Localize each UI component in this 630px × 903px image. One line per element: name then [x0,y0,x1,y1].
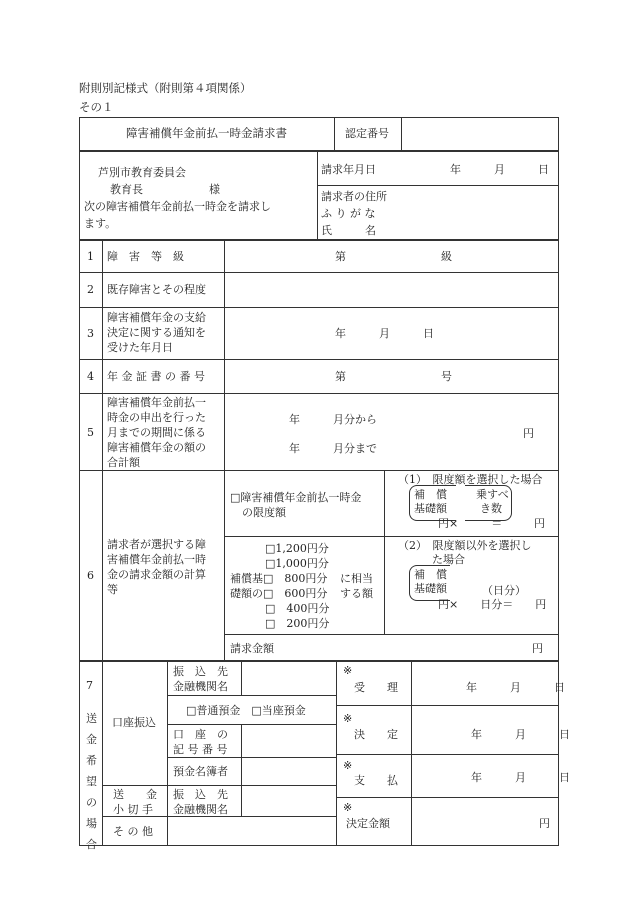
claim-amount-label: 請求金額 [230,642,274,655]
claim-date-label: 請求年月日 [321,163,376,176]
row1-value-prefix: 第 [335,250,346,263]
row1-label: 障 害 等 級 [107,250,184,263]
row3-label-1: 障害補償年金の支給 [107,311,206,324]
decision-date: 年 月 日 [471,728,570,741]
case2-days-label: （日分） [482,584,526,597]
deposit-type-checkboxes[interactable]: □普通預金 □当座預金 [186,704,306,717]
row4-number: 4 [87,370,94,383]
decision-label: 決 定 [354,728,398,741]
case1-base-1: 補 償 [414,488,447,501]
decided-amount-yen: 円 [539,817,550,830]
row5-yen: 円 [523,427,534,440]
case2-base-2: 基礎額 [414,582,447,595]
check-label-1: 送 金 [113,788,157,801]
case2-title-2: た場合 [432,553,465,566]
case2-calc: 円× 日分＝ 円 [438,598,547,611]
side-char-2: 金 [86,733,97,746]
row3-label-2: 決定に関する通知を [107,326,206,339]
row6-number: 6 [87,569,94,582]
cert-number-label: 認定番号 [345,127,389,140]
side-char-7: 合 [86,838,97,851]
case1-title: （1） 限度額を選択した場合 [398,473,543,486]
case1-mult-1: 乗すべ [476,488,509,501]
decision-mark: ※ [343,712,353,725]
account-number-label-1: 口 座 の [173,728,228,741]
claim-amount-yen: 円 [532,642,543,655]
row6-label-2: 害補償年金前払一時 [107,553,206,566]
row4-value-prefix: 第 [335,370,346,383]
amount-option-800[interactable]: 補償基□ 800円分 [230,572,328,585]
row5-number: 5 [87,426,94,439]
amount-option-400[interactable]: □ 400円分 [265,602,330,615]
decided-amount-label: 決定金額 [346,817,390,830]
form-subtitle: その１ [79,100,114,114]
addressee-org: 芦別市教育委員会 [98,166,186,179]
row4-value-suffix: 号 [441,370,452,383]
limit-checkbox-label[interactable]: □障害補償年金前払一時金 [230,491,362,504]
request-text: 次の障害補償年金前払一時金を請求し [84,200,271,213]
case1-mult-2: き数 [480,502,502,515]
equivalent-label-1: に相当 [340,572,373,585]
amount-option-200[interactable]: □ 200円分 [265,617,330,630]
claim-date-format[interactable]: 年 月 日 [450,163,549,176]
addressee-title: 教育長 様 [110,183,220,196]
row5-label-2: 時金の申出を行った [107,411,206,424]
equivalent-label-2: する額 [340,587,373,600]
row1-number: 1 [87,250,94,263]
row5-period-to: 年 月分まで [289,442,377,455]
account-holder-label: 預金名簿者 [173,765,228,778]
cert-number-field[interactable] [406,122,554,146]
receipt-label: 受 理 [354,681,398,694]
side-char-6: 場 [86,817,97,830]
payment-date: 年 月 日 [471,771,570,784]
form-title: 障害補償年金前払一時金請求書 [126,126,287,140]
form-style-label: 附則別記様式（附則第４項関係） [79,81,252,95]
case1-yen: 円 [534,517,545,530]
payment-label: 支 払 [354,774,398,787]
amount-option-1000[interactable]: □1,000円分 [265,557,329,570]
side-char-4: 望 [86,775,97,788]
other-label: そ の 他 [113,825,153,838]
row2-label: 既存障害とその程度 [107,283,206,296]
row3-number: 3 [87,327,94,340]
check-label-2: 小 切 手 [113,803,153,816]
account-transfer-label: 口座振込 [112,716,156,729]
row1-value-suffix: 級 [441,250,452,263]
amount-option-1200[interactable]: □1,200円分 [265,542,329,555]
case2-base-1: 補 償 [414,568,447,581]
request-text-2: ます。 [84,217,117,230]
row5-period-from: 年 月分から [289,413,377,426]
row4-label: 年 金 証 書 の 番 号 [107,370,205,383]
payment-mark: ※ [343,759,353,772]
row6-label-1: 請求者が選択する障 [107,538,206,551]
case1-base-2: 基礎額 [414,502,447,515]
row5-label-4: 障害補償年金の額の [107,441,206,454]
row5-label-5: 合計額 [107,456,140,469]
row5-label-1: 障害補償年金前払一 [107,396,206,409]
check-bank-label-2: 金融機関名 [173,803,228,816]
claimant-address-label: 請求者の住所 [321,190,387,203]
row7-number: 7 [86,679,93,692]
row2-number: 2 [87,283,94,296]
side-char-1: 送 [86,712,97,725]
side-char-5: の [86,796,97,809]
row5-label-3: 月までの期間に係る [107,426,206,439]
limit-checkbox-label-2: の限度額 [242,506,286,519]
amount-mark: ※ [343,801,353,814]
receipt-date: 年 月 日 [466,681,565,694]
bank-name-label-2: 金融機関名 [173,680,228,693]
case2-title-1: （2） 限度額以外を選択し [398,539,532,552]
claimant-name-label: 氏 名 [321,224,376,237]
row3-label-3: 受けた年月日 [107,341,173,354]
furigana-label: ふ り が な [321,207,376,220]
account-number-label-2: 記 号 番 号 [173,743,228,756]
receipt-mark: ※ [343,664,353,677]
check-bank-label-1: 振 込 先 [173,788,228,801]
row6-label-3: 金の請求金額の計算 [107,568,206,581]
row6-label-4: 等 [107,583,118,596]
case1-calc: 円× ＝ [438,517,503,530]
amount-option-600[interactable]: 礎額の□ 600円分 [230,587,328,600]
row3-date-format: 年 月 日 [335,327,434,340]
bank-name-label-1: 振 込 先 [173,665,228,678]
side-char-3: 希 [86,754,97,767]
